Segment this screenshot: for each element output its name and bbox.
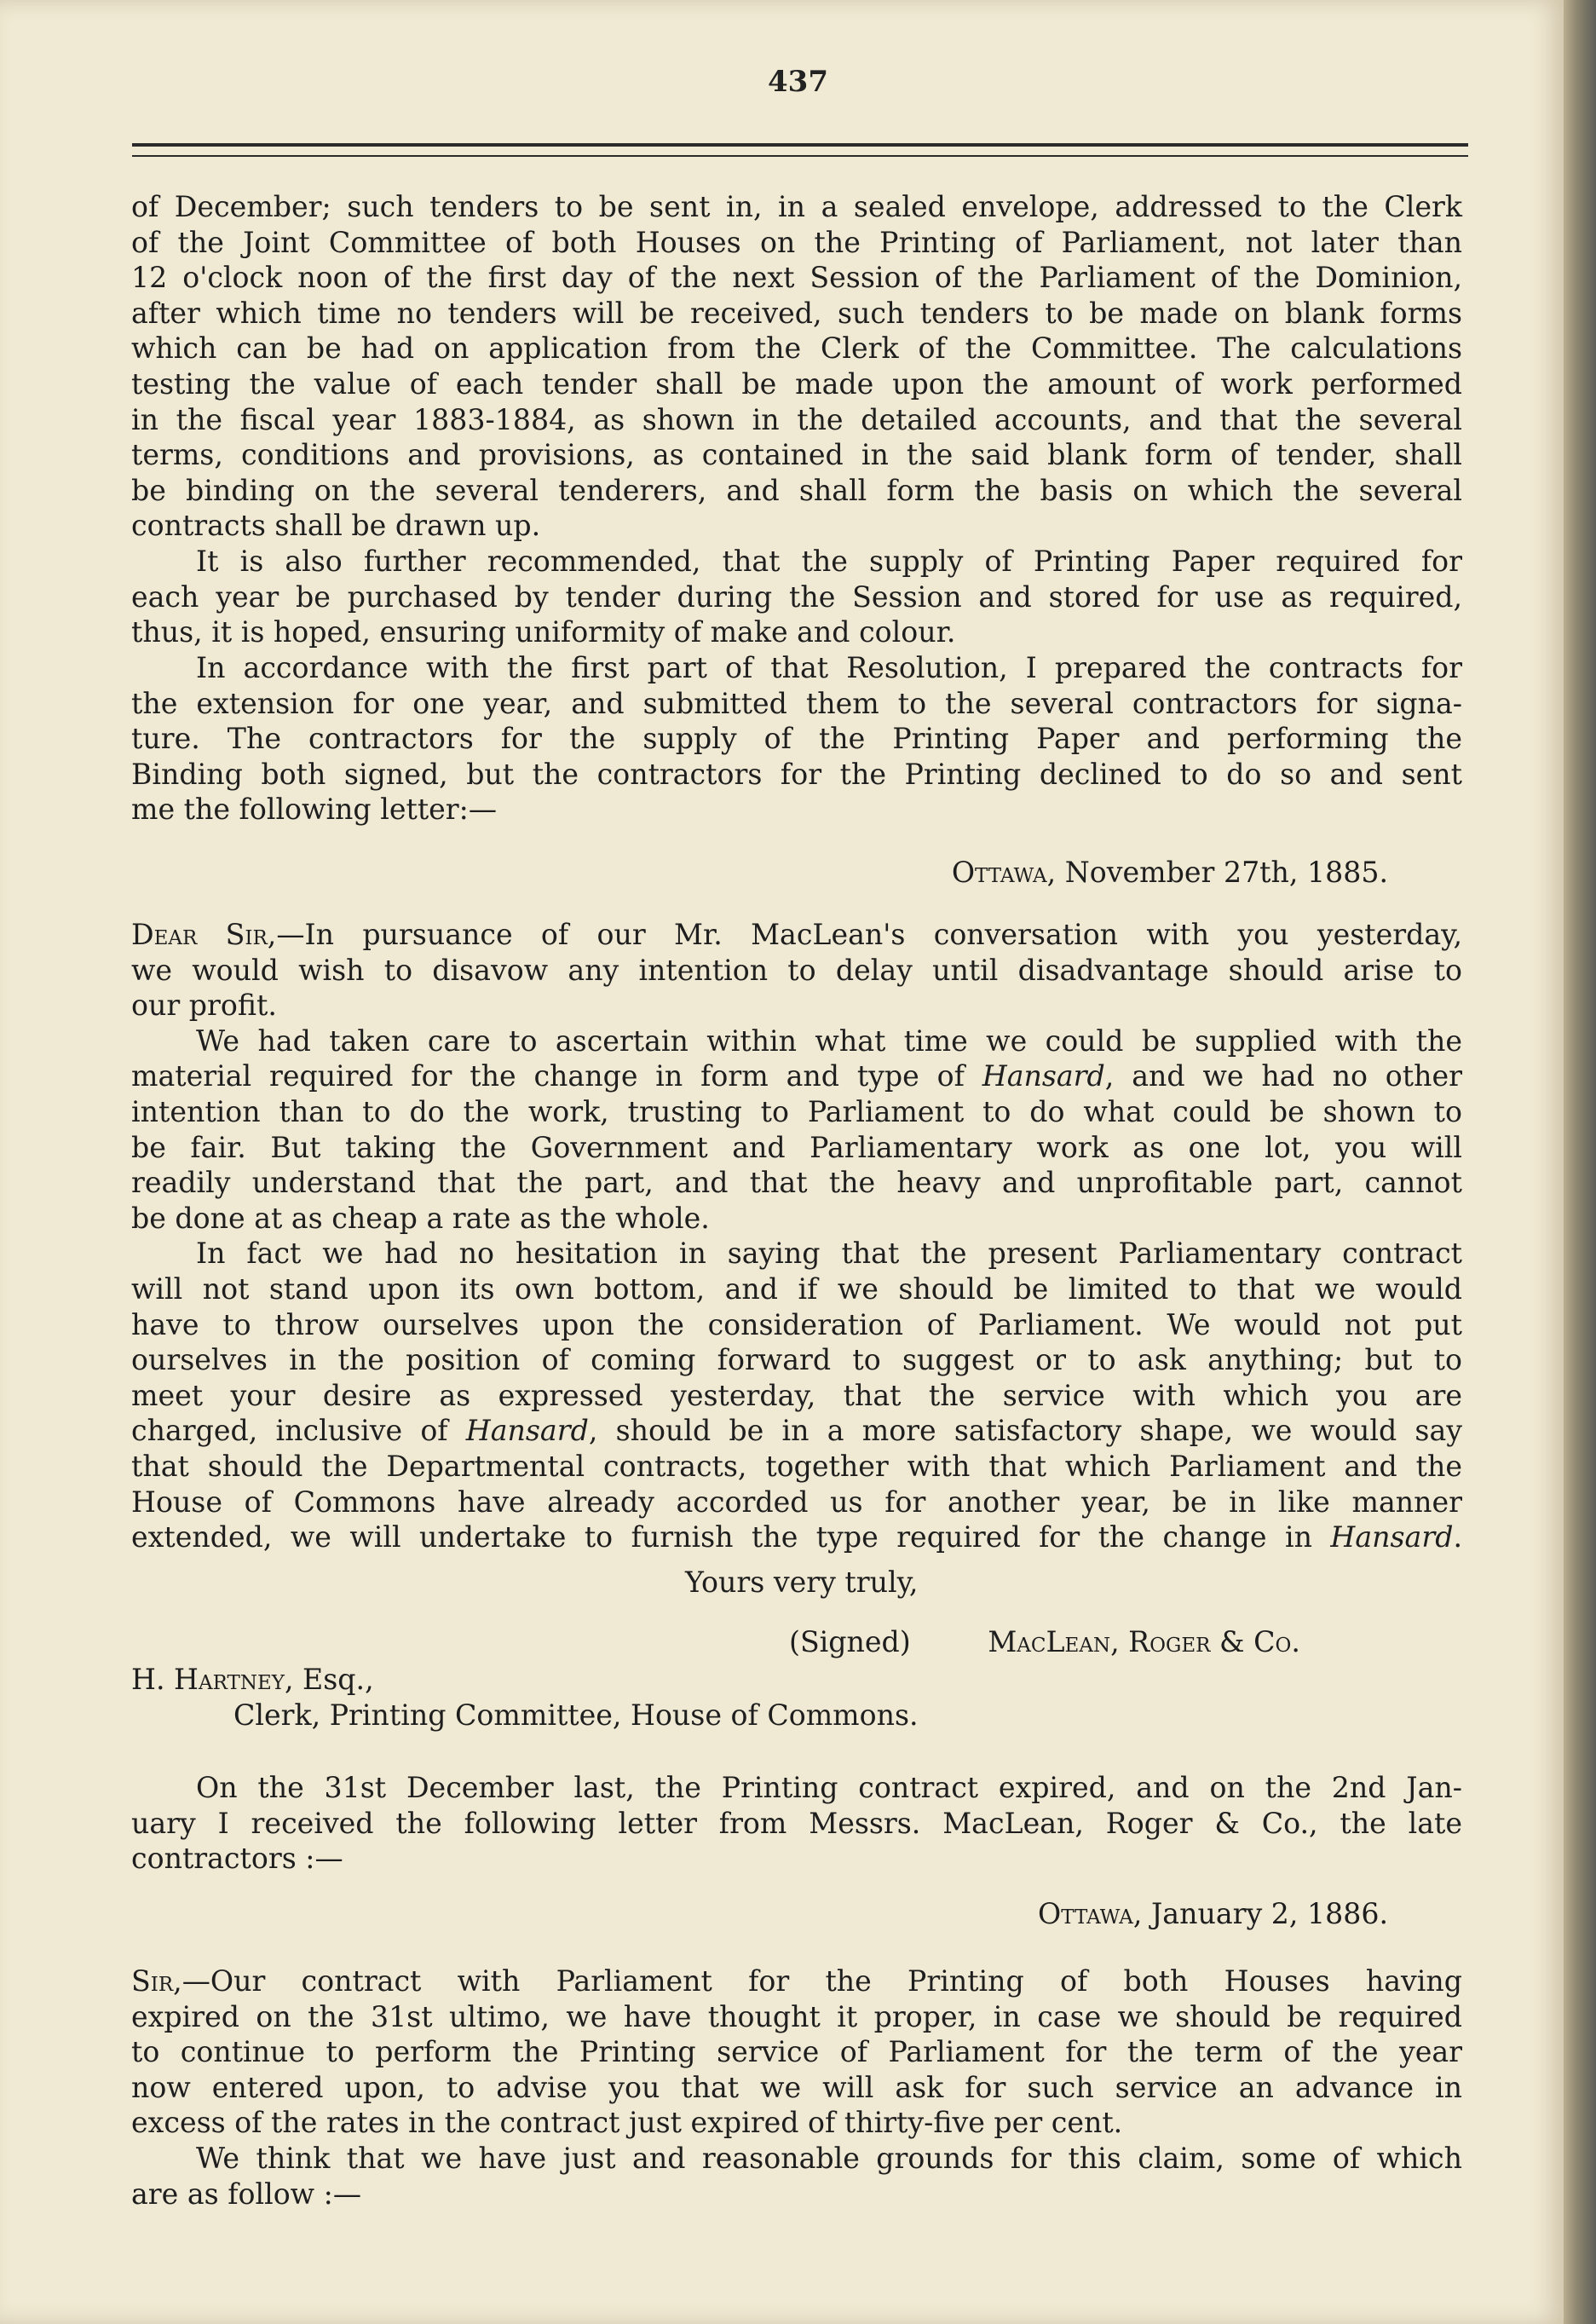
text-line: In accordance with the first part of that Resolution, I prepared the contracts for [196, 651, 1462, 684]
text-line: in the fiscal year 1883-1884, as shown in the detailed accounts, and that the several [131, 402, 1462, 436]
letter1-addressee [131, 1662, 1462, 1733]
text-line: readily understand that the part, and that the heavy and unprofitable part, cannot [131, 1166, 1462, 1200]
text-line: In fact we had no hesitation in saying that the present Parliamentary contract [196, 1237, 1462, 1271]
text-line [131, 1964, 1462, 1999]
text-line: be fair. But taking the Government and Parliamentary work as one lot, you will [131, 1130, 1462, 1164]
text-span: ,—In pursuance of our Mr. MacLean's conversation with you yesterday, [267, 918, 1462, 951]
letter2-salutation: Sir [131, 1964, 174, 1998]
text-line [131, 1058, 1462, 1094]
text-line: We think that we have just and reasonable grounds for this claim, some of which [196, 2141, 1462, 2175]
text-line: expired on the 31st ultimo, we have thought it proper, in case we should be required [131, 1999, 1462, 2033]
letter1-body [131, 917, 1462, 1555]
text-line: will not stand upon its own bottom, and if we should be limited to that we would [131, 1272, 1462, 1306]
text-line: testing the value of each tender shall be made upon the amount of work performed [131, 366, 1462, 401]
paragraph-contracts-extension [131, 650, 1462, 828]
letter2-place: Ottawa [1038, 1897, 1133, 1930]
signatory-name: MacLean, Roger & Co. [988, 1625, 1300, 1658]
signed-label: (Signed) [789, 1625, 911, 1658]
text-line: our profit. [131, 989, 277, 1023]
text-line: of December; such tenders to be sent in, in a sealed envelope, addressed to the Clerk [131, 190, 1462, 223]
text-line: be binding on the several tenderers, and shall form the basis on which the several [131, 473, 1462, 507]
letter1-salutation: Dear Sir [131, 918, 268, 951]
letter1-dateline [131, 855, 1388, 891]
text-line: We had taken care to ascertain within what time we could be supplied with the [196, 1024, 1462, 1058]
text-line: ture. The contractors for the supply of the Printing Paper and performing the [131, 722, 1462, 756]
text-line [131, 1413, 1462, 1449]
text-line: each year be purchased by tender during the Session and stored for use as required, [131, 580, 1462, 614]
text-line: we would wish to disavow any intention to delay until disadvantage should arise to [131, 953, 1462, 987]
paragraph-tender-terms [131, 189, 1462, 544]
text-line: intention than to do the work, trusting to Parliament to do what could be shown to [131, 1094, 1462, 1128]
page-number: 437 [768, 65, 828, 99]
letter1-place: Ottawa [951, 856, 1047, 889]
text-line [131, 917, 1462, 953]
text-line: contractors :— [131, 1842, 343, 1876]
text-span: ,—Our contract with Parliament for the Printing of both Houses having [173, 1964, 1462, 1998]
paragraph-contract-expired [131, 1770, 1462, 1877]
text-line: House of Commons have already accorded us for another year, be in like manner [131, 1485, 1462, 1519]
header-rule [132, 143, 1468, 157]
text-span: material required for the change in form and type of [131, 1059, 982, 1093]
letter1-closing: Yours very truly, [685, 1566, 919, 1599]
letter2-dateline [131, 1896, 1388, 1932]
paragraph-printing-paper [131, 544, 1462, 650]
text-line: Binding both signed, but the contractors for the Printing declined to do so and sent [131, 757, 1462, 791]
text-line: terms, conditions and provisions, as contained in the said blank form of tender, shall [131, 438, 1462, 472]
addressee-title: Clerk, Printing Committee, House of Commons. [233, 1698, 919, 1732]
text-line: to continue to perform the Printing service of Parliament for the term of the year [131, 2035, 1462, 2069]
text-line: of the Joint Committee of both Houses on the Printing of Parliament, not later than [131, 225, 1462, 259]
text-span: extended, we will undertake to furnish the type required for the change in [131, 1520, 1331, 1554]
text-line: now entered upon, to advise you that we will ask for such service an advance in [131, 2070, 1462, 2104]
text-line: which can be had on application from the Clerk of the Committee. The calculations [131, 332, 1462, 366]
text-line: that should the Departmental contracts, together with that which Parliament and the [131, 1449, 1462, 1483]
text-span: , should be in a more satisfactory shape, we would say [588, 1414, 1462, 1448]
letter2-body [131, 1964, 1462, 2212]
text-line: be done at as cheap a rate as the whole. [131, 1201, 710, 1235]
text-span: charged, inclusive of [131, 1414, 466, 1448]
text-line: uary I received the following letter from Messrs. MacLean, Roger & Co., the late [131, 1806, 1462, 1840]
text-line: ourselves in the position of coming forward to suggest or to ask anything; but to [131, 1343, 1462, 1377]
text-line: meet your desire as expressed yesterday, that the service with which you are [131, 1378, 1462, 1412]
text-line: are as follow :— [131, 2177, 362, 2211]
text-line: the extension for one year, and submitted them to the several contractors for signa- [131, 686, 1462, 720]
letter1-signature-line [789, 1624, 1386, 1660]
text-line: On the 31st December last, the Printing contract expired, and on the 2nd Jan- [196, 1771, 1462, 1804]
hansard-italic: Hansard [465, 1414, 589, 1448]
text-line: me the following letter:— [131, 793, 498, 827]
text-line: contracts shall be drawn up. [131, 509, 541, 543]
addressee-suffix: , Esq., [284, 1663, 374, 1696]
text-line: It is also further recommended, that the supply of Printing Paper required for [196, 545, 1462, 578]
text-span: . [1453, 1520, 1462, 1554]
hansard-italic: Hansard [982, 1059, 1105, 1093]
text-line: excess of the rates in the contract just expired of thirty-five per cent. [131, 2106, 1123, 2140]
text-line [131, 1520, 1462, 1555]
page-edge [1564, 0, 1596, 2324]
text-line: 12 o'clock noon of the first day of the next Session of the Parliament of the Dominion, [131, 261, 1462, 295]
text-line [131, 1662, 1462, 1698]
hansard-italic: Hansard [1330, 1520, 1454, 1554]
addressee-name: H. Hartney [131, 1663, 285, 1696]
text-line: thus, it is hoped, ensuring uniformity of make and colour. [131, 615, 956, 649]
text-span: , and we had no other [1104, 1059, 1462, 1093]
text-line: after which time no tenders will be received, such tenders to be made on blank forms [131, 296, 1462, 330]
letter2-date: , January 2, 1886. [1132, 1897, 1388, 1930]
letter1-date: , November 27th, 1885. [1046, 856, 1388, 889]
text-line: have to throw ourselves upon the consideration of Parliament. We would not put [131, 1307, 1462, 1341]
